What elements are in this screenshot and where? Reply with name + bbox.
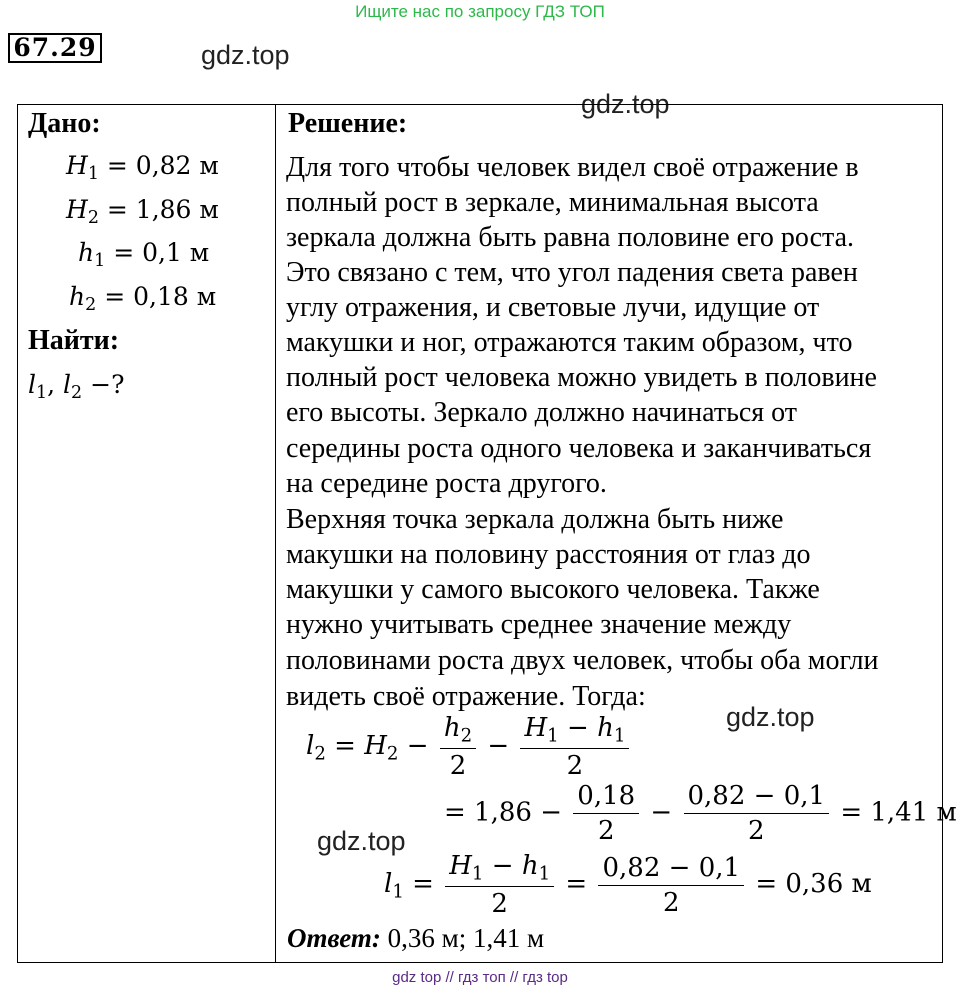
find-heading: Найти:	[28, 325, 120, 356]
answer-label: Ответ:	[287, 923, 381, 953]
answer	[287, 923, 544, 954]
solution-line: Для того чтобы человек видел своё отражение в	[286, 152, 859, 183]
solution-line: макушки у самого высокого человека. Также	[286, 574, 820, 605]
solution-line: зеркала должна быть равна половине его роста.	[286, 222, 855, 253]
equation-l2-definition: $l_2 = H_2$ − $\frac{h_2}{2}$ − $\frac{H_1 - h_1}{2}$	[306, 713, 632, 781]
footer: gdz top // гдз топ // гдз top	[392, 969, 568, 986]
solution-line: его высоты. Зеркало должно начинаться от	[286, 397, 798, 428]
find-expression: $l_1$, $l_2$ −?	[28, 370, 125, 403]
solution-line: макушки и ног, отражаются таким образом, что	[286, 327, 853, 358]
equation-l2-computation: = 1,86 − $\frac{0,18}{2}$ − $\frac{0,82 - 0,1}{2}$ = 1,41 м	[444, 781, 957, 846]
given-item: $H_2 = 1,86$ м	[66, 195, 219, 228]
solution-line: половинами роста двух человек, чтобы оба могли	[286, 645, 879, 676]
solution-line: середины роста одного человека и заканчиваться	[286, 433, 872, 464]
solution-line: Верхняя точка зеркала должна быть ниже	[286, 504, 784, 535]
watermark: gdz.top	[201, 40, 290, 70]
watermark: gdz.top	[581, 89, 670, 119]
answer-value: 0,36 м; 1,41 м	[387, 923, 545, 953]
solution-line: углу отражения, и световые лучи, идущие от	[286, 292, 820, 323]
watermark: gdz.top	[317, 826, 406, 856]
given-item: $h_2 = 0,18$ м	[69, 282, 217, 315]
given-item: $H_1 = 0,82$ м	[66, 151, 219, 184]
top-banner: Ищите нас по запросу ГДЗ ТОП	[355, 2, 605, 21]
solution-line: нужно учитывать среднее значение между	[286, 609, 792, 640]
solution-line: Это связано с тем, что угол падения света равен	[286, 257, 858, 288]
given-heading: Дано:	[28, 108, 101, 139]
table-divider	[275, 104, 276, 963]
solution-line: на середине роста другого.	[286, 468, 607, 499]
problem-number: 67.29	[8, 33, 102, 63]
solution-line: видеть своё отражение. Тогда:	[286, 681, 646, 712]
solution-line: макушки на половину расстояния от глаз до	[286, 539, 811, 570]
equation-l1: $l_1$ = $\frac{H_1 - h_1}{2}$ = $\frac{0,82 - 0,1}{2}$ = 0,36 м	[384, 851, 872, 920]
given-item: $h_1 = 0,1$ м	[78, 238, 210, 271]
watermark: gdz.top	[726, 702, 815, 732]
solution-line: полный рост в зеркале, минимальная высота	[286, 187, 819, 218]
solution-line: полный рост человека можно увидеть в половине	[286, 362, 877, 393]
solution-heading: Решение:	[288, 108, 408, 139]
